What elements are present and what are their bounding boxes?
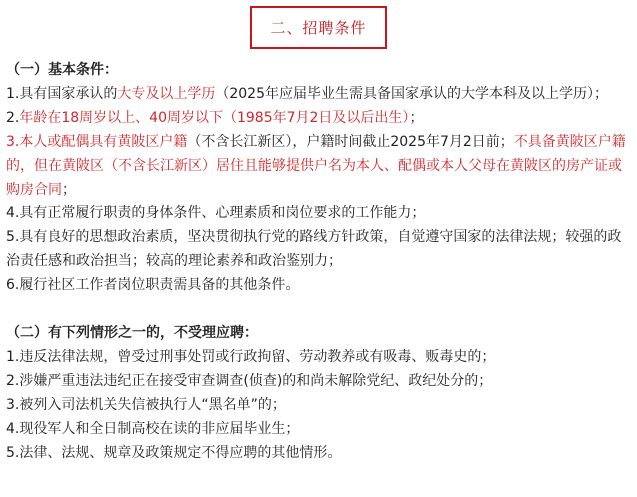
highlight-text: 大专及以上学历 bbox=[117, 85, 216, 102]
exclusion-item-3: 3.被列入司法机关失信被执行人“黑名单”的； bbox=[6, 396, 286, 413]
section-spacer bbox=[6, 298, 631, 322]
condition-item-4: 4.具有正常履行职责的身体条件、心理素质和岗位要求的工作能力； bbox=[6, 205, 426, 222]
highlight-text: 年龄在18周岁以上、40周岁以下（1985年7月2日及以后出生） bbox=[19, 109, 410, 126]
highlight-text: 不具备黄陂区户籍的，但在黄陂区（不含长江新区）居住且能够提供户名为本人、配偶或本人父母在黄陂区的房产证或购房合同 bbox=[6, 133, 626, 198]
condition-item-1 bbox=[6, 83, 631, 107]
title-wrapper bbox=[0, 6, 637, 49]
condition-text: 2. bbox=[6, 109, 20, 126]
condition-text: （不含长江新区），户籍时间截止2025年7月2日前； bbox=[187, 133, 514, 150]
exclusion-item-4: 4.现役军人和全日制高校在读的非应届毕业生； bbox=[6, 420, 300, 437]
article-body bbox=[6, 59, 631, 466]
highlight-text: 3. bbox=[6, 133, 20, 150]
section-title: 二、招聘条件 bbox=[250, 6, 386, 49]
condition-item-5: 5.具有良好的思想政治素质，坚决贯彻执行党的路线方针政策，自觉遵守国家的法律法规；较强的政治责任感和政治担当；较高的理论素养和政治鉴别力； bbox=[6, 229, 622, 270]
condition-item-6: 6.履行社区工作者岗位职责需具备的其他条件。 bbox=[6, 277, 300, 294]
exclusion-item-2: 2.涉嫌严重违法违纪正在接受审查调查(侦查)的和尚未解除党纪、政纪处分的； bbox=[6, 372, 493, 389]
condition-item-2 bbox=[6, 107, 631, 131]
highlight-text: 本人或配偶具有黄陂区户籍 bbox=[19, 133, 188, 150]
condition-item-3 bbox=[6, 131, 631, 203]
exclusion-item-1: 1.违反法律法规，曾受过刑事处罚或行政拘留、劳动教养或有吸毒、贩毒史的； bbox=[6, 348, 496, 365]
exclusion-item-5: 5.法律、法规、规章及政策规定不得应聘的其他情形。 bbox=[6, 444, 342, 461]
section1-heading: （一）基本条件： bbox=[6, 62, 118, 78]
section2-heading: （二）有下列情形之一的，不受理应聘： bbox=[6, 325, 258, 342]
condition-text: ； bbox=[409, 109, 424, 126]
condition-text: ； bbox=[62, 181, 76, 198]
condition-text: （2025年应届毕业生需具备国家承认的大学本科及以上学历）； bbox=[215, 85, 608, 102]
condition-text: 1.具有国家承认的 bbox=[6, 85, 118, 102]
